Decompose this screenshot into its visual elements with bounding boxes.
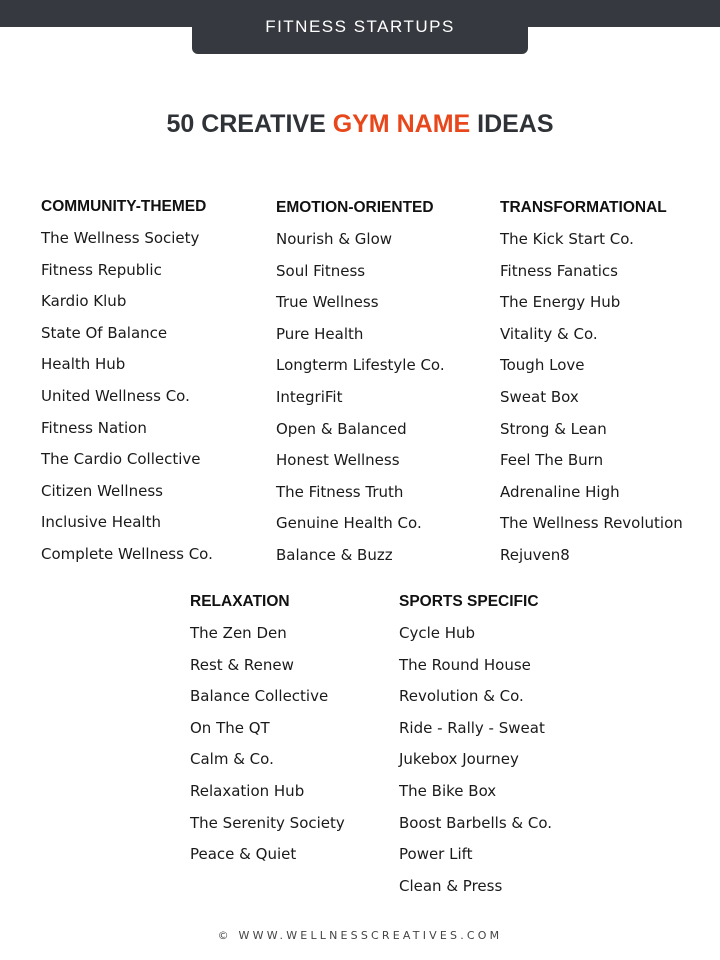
list-item: Sweat Box (500, 387, 579, 406)
name-list (41, 229, 213, 577)
list-item: The Kick Start Co. (500, 230, 634, 248)
column-relaxation (190, 593, 345, 877)
list-item: Clean & Press (399, 876, 503, 895)
title-suffix: IDEAS (470, 110, 554, 138)
list-item: Fitness Republic (41, 260, 162, 279)
list-item: Fitness Fanatics (500, 261, 618, 280)
name-list (500, 230, 683, 578)
list-item: The Serenity Society (190, 813, 345, 832)
list-item: Rejuven8 (500, 545, 570, 564)
list-item: Ride - Rally - Sweat (399, 718, 545, 737)
header-tab (192, 0, 528, 54)
name-list (190, 624, 345, 877)
list-item: Jukebox Journey (399, 750, 519, 769)
list-item: Genuine Health Co. (276, 514, 422, 533)
list-item: Open & Balanced (276, 419, 407, 438)
list-item: United Wellness Co. (41, 386, 190, 405)
list-item: Calm & Co. (190, 750, 274, 769)
list-item: Power Lift (399, 845, 473, 864)
column-heading: EMOTION-ORIENTED (276, 199, 434, 216)
list-item: The Zen Den (190, 624, 287, 642)
list-item: The Fitness Truth (276, 482, 404, 501)
footer-copyright: © WWW.WELLNESSCREATIVES.COM (217, 929, 503, 942)
title-prefix: 50 CREATIVE (166, 110, 333, 138)
list-item: Cycle Hub (399, 624, 476, 642)
column-heading: SPORTS SPECIFIC (399, 593, 539, 610)
list-item: Kardio Klub (41, 292, 127, 311)
title-highlight: GYM NAME (332, 110, 471, 138)
list-item: Rest & Renew (190, 655, 294, 674)
list-item: Vitality & Co. (500, 324, 598, 343)
list-item: The Wellness Revolution (500, 514, 683, 533)
list-item: Fitness Nation (41, 418, 147, 437)
list-item: The Round House (399, 655, 531, 674)
header-label: FITNESS STARTUPS (265, 17, 455, 36)
list-item: Strong & Lean (500, 419, 607, 438)
name-list (399, 624, 552, 908)
column-heading: RELAXATION (190, 593, 290, 610)
list-item: The Bike Box (399, 781, 497, 800)
list-item: True Wellness (276, 293, 379, 312)
list-item: Boost Barbells & Co. (399, 813, 553, 832)
list-item: The Cardio Collective (41, 450, 201, 469)
column-community-themed (41, 198, 213, 577)
list-item: The Energy Hub (500, 293, 621, 312)
column-heading: TRANSFORMATIONAL (500, 199, 667, 216)
list-item: Nourish & Glow (276, 230, 393, 248)
list-item: Health Hub (41, 355, 126, 374)
list-item: Inclusive Health (41, 513, 161, 532)
list-item: Balance & Buzz (276, 545, 393, 564)
list-item: Pure Health (276, 324, 364, 343)
page-title (0, 110, 720, 139)
list-item: Relaxation Hub (190, 781, 305, 800)
column-transformational (500, 199, 683, 578)
column-emotion-oriented (276, 199, 445, 578)
list-item: State Of Balance (41, 323, 168, 342)
list-item: Citizen Wellness (41, 481, 163, 500)
list-item: Adrenaline High (500, 482, 620, 501)
list-item: Feel The Burn (500, 451, 604, 470)
list-item: Balance Collective (190, 687, 329, 706)
list-item: Complete Wellness Co. (41, 544, 213, 563)
list-item: Revolution & Co. (399, 687, 524, 706)
name-list (276, 230, 445, 578)
list-item: Peace & Quiet (190, 845, 297, 864)
column-sports-specific (399, 593, 552, 908)
list-item: Soul Fitness (276, 261, 366, 280)
list-item: IntegriFit (276, 387, 343, 406)
list-item: On The QT (190, 718, 270, 737)
list-item: Longterm Lifestyle Co. (276, 356, 445, 375)
list-item: Tough Love (500, 356, 585, 375)
column-heading: COMMUNITY-THEMED (41, 198, 207, 215)
list-item: Honest Wellness (276, 451, 400, 470)
list-item: The Wellness Society (41, 229, 200, 247)
